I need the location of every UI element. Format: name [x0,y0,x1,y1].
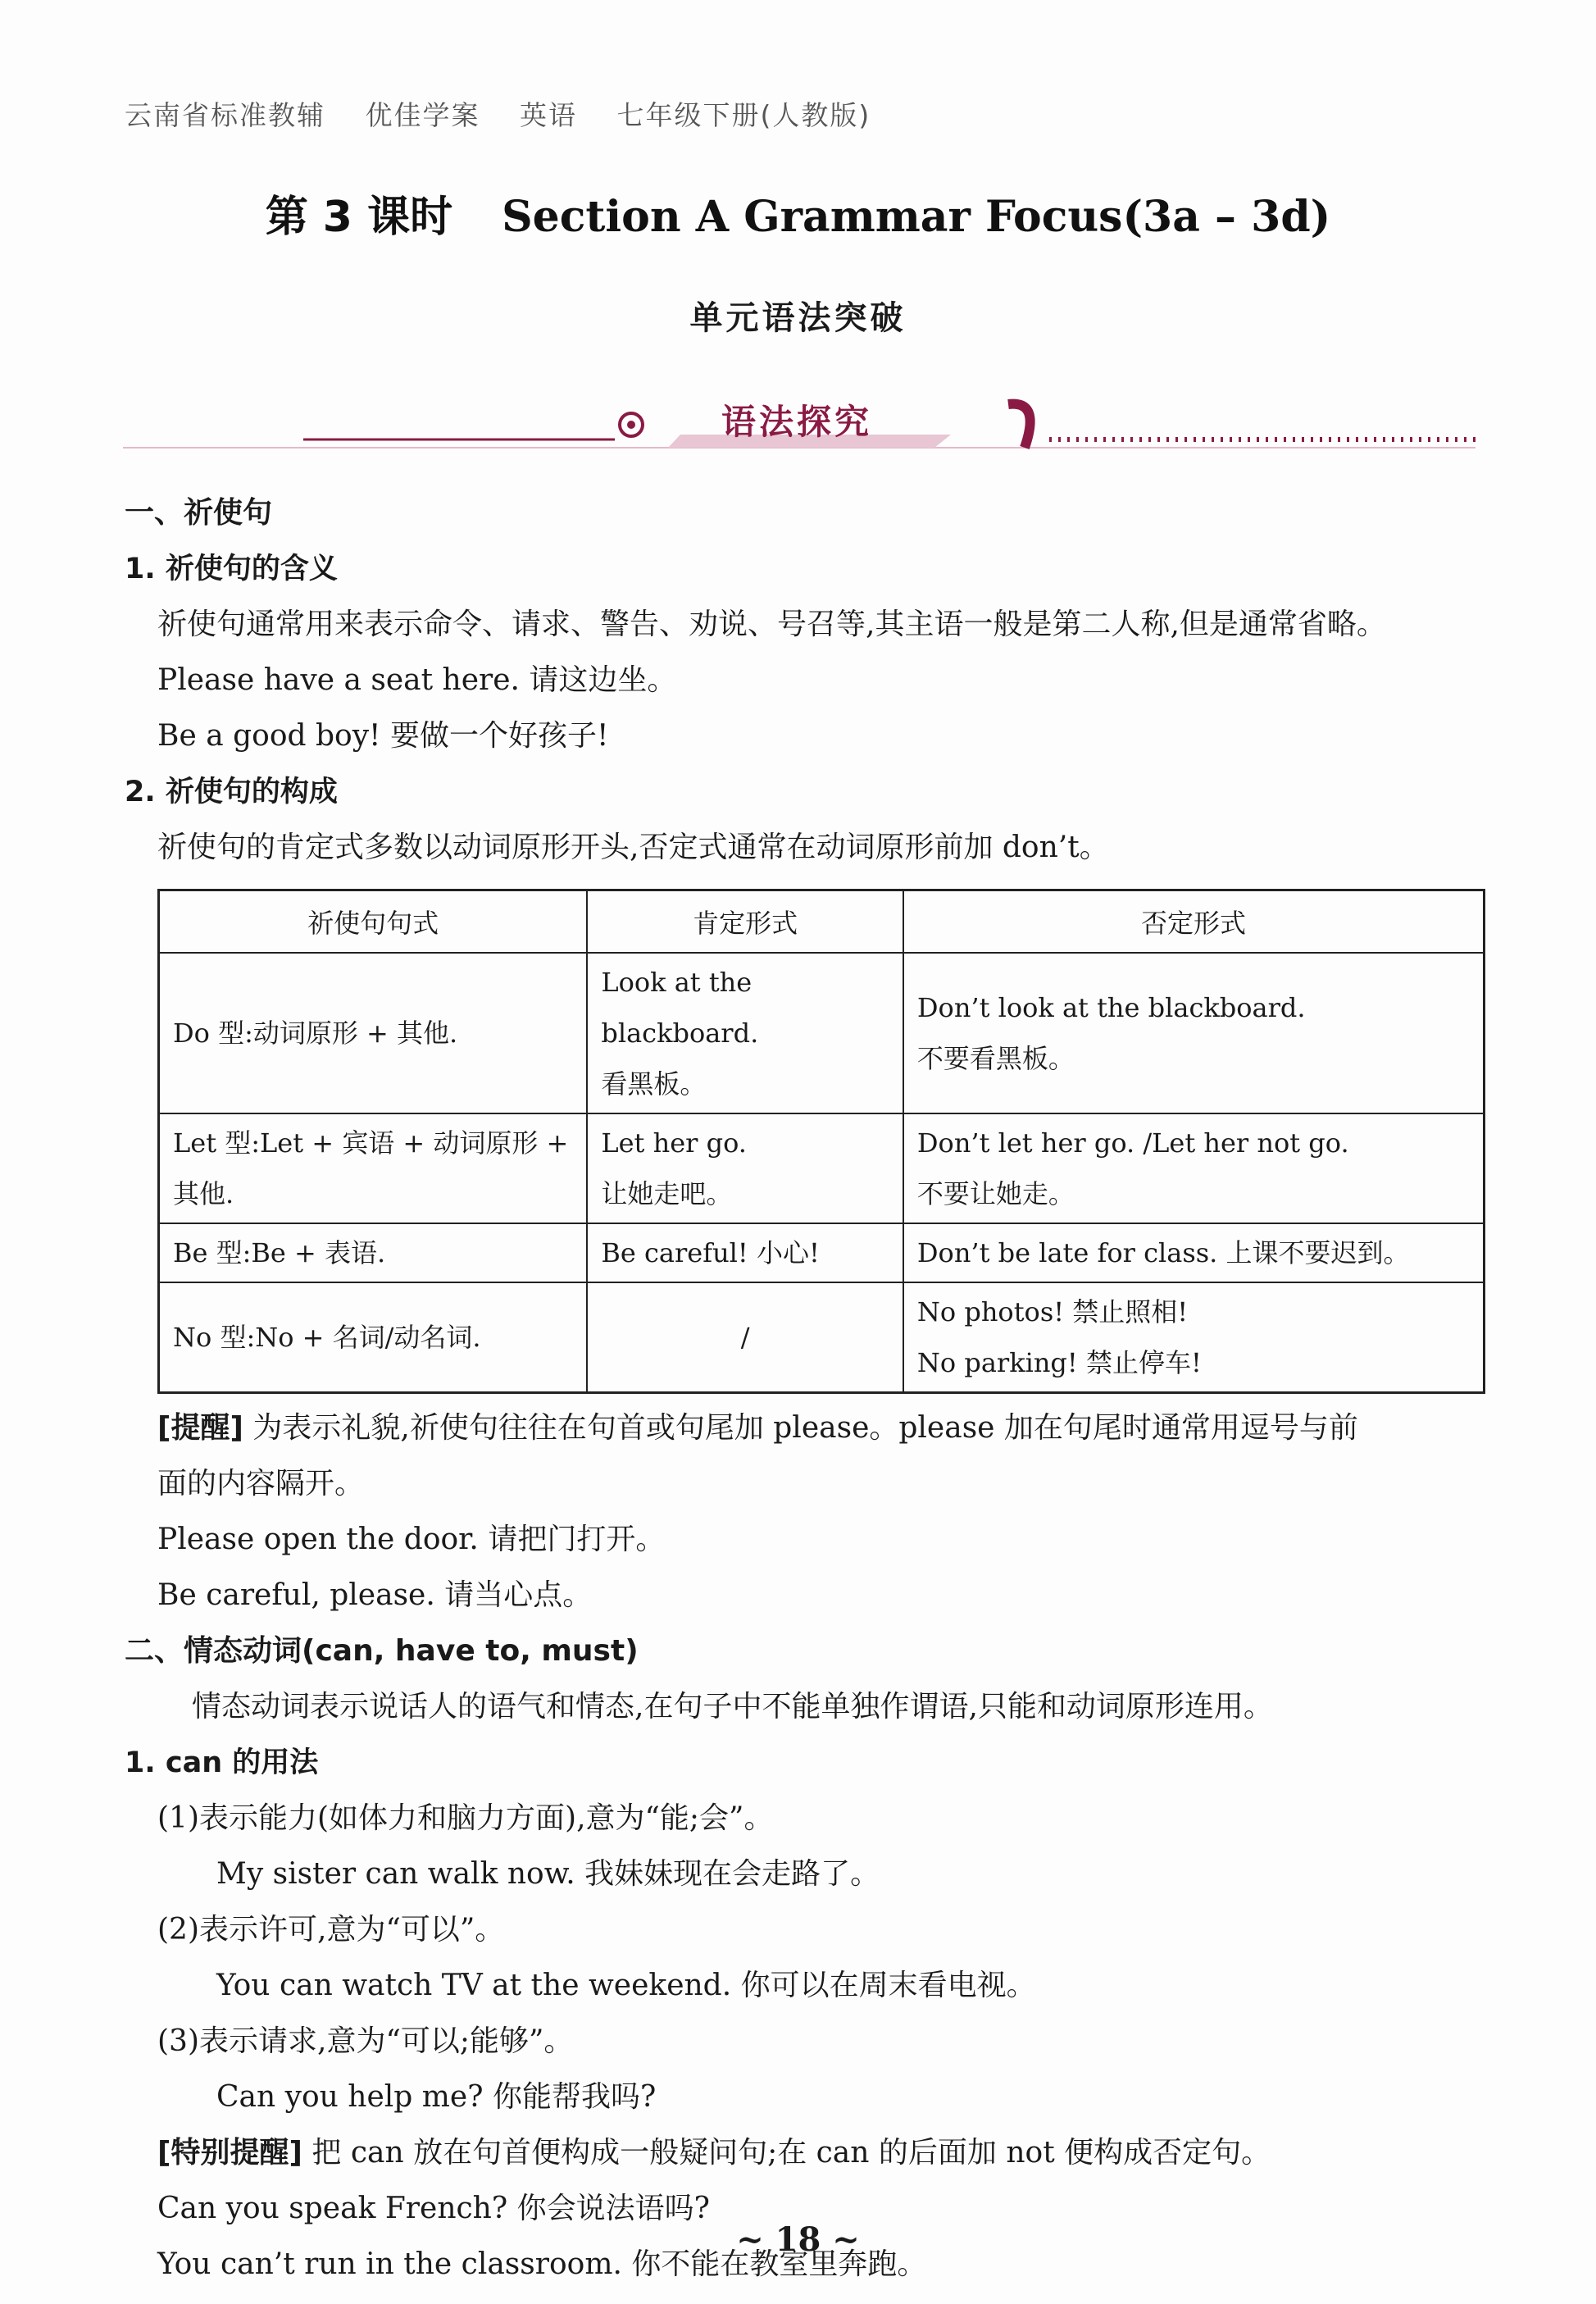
paragraph: 祈使句通常用来表示命令、请求、警告、劝说、号召等,其主语一般是第二人称,但是通常省略。 [157,608,1386,641]
cell-line: Don’t look at the blackboard. [916,992,1306,1023]
table-cell [903,953,1485,1113]
header-item: 英语 [520,99,577,131]
usage-item: (3)表示请求,意为“可以;能够”。 [157,2024,574,2058]
note-label: [特别提醒] [157,2136,302,2170]
table-row [159,1282,1485,1393]
note-block [125,2125,1485,2181]
table-cell: Do 型:动词原形 + 其他. [159,953,588,1113]
part2-sub1-heading: 1. can 的用法 [125,1746,319,1779]
page-number: ~ 18 ~ [736,2220,860,2259]
example-sentence: Please have a seat here. 请这边坐。 [157,663,677,697]
cell-line: 让她走吧。 [601,1178,733,1209]
header-item: 七年级下册(人教版) [616,99,871,131]
table-cell [903,1282,1485,1393]
part1-sub1-heading: 1. 祈使句的含义 [125,553,338,585]
lesson-number: 第 3 课时 [265,193,453,242]
table-header: 否定形式 [903,890,1485,954]
table-cell [587,953,903,1113]
table-row [159,1223,1485,1282]
imperative-table [157,889,1485,1394]
table-cell: Be 型:Be + 表语. [159,1223,588,1282]
note-text-cont: 面的内容隔开。 [157,1467,365,1500]
cell-line: No parking! 禁止停车! [916,1347,1202,1378]
table-header: 祈使句句式 [159,890,588,954]
part1-sub2-heading: 2. 祈使句的构成 [125,776,338,808]
cell-line: 不要让她走。 [916,1178,1075,1209]
usage-item: (2)表示许可,意为“可以”。 [157,1913,505,1947]
example-sentence: You can’t run in the classroom. 你不能在教室里奔跑。 [157,2247,927,2281]
paragraph: 情态动词表示说话人的语气和情态,在句子中不能单独作谓语,只能和动词原形连用。 [192,1690,1273,1723]
banner-target-dot [627,421,635,429]
note-text: 把 can 放在句首便构成一般疑问句;在 can 的后面加 not 便构成否定句。 [311,2136,1271,2170]
usage-item: (1)表示能力(如体力和脑力方面),意为“能;会”。 [157,1801,774,1835]
header-item: 云南省标准教辅 [125,99,325,131]
table-cell [903,1113,1485,1223]
table-row [159,953,1485,1113]
table-cell: No 型:No + 名词/动名词. [159,1282,588,1393]
banner-title: 语法探究 [721,402,873,442]
table-cell [587,1113,903,1223]
example-sentence: Please open the door. 请把门打开。 [157,1523,666,1556]
cell-line: 其他. [173,1178,234,1209]
note-block [125,1400,1485,1456]
paragraph: 祈使句的肯定式多数以动词原形开头,否定式通常在动词原形前加 don’t。 [157,831,1109,864]
section-title: Section A Grammar Focus(3a – 3d) [502,192,1331,242]
example-sentence: Can you help me? 你能帮我吗? [216,2080,657,2114]
header-item: 优佳学案 [365,99,480,131]
part2-heading: 二、情态动词(can, have to, must) [125,1634,639,1668]
cell-line: Don’t let her go. /Let her not go. [916,1127,1349,1159]
table-cell: / [587,1282,903,1393]
example-sentence: You can watch TV at the weekend. 你可以在周末看电视。 [216,1969,1036,2002]
cell-line: Look at the blackboard. [601,967,759,1049]
cell-line: No photos! 禁止照相! [916,1296,1189,1327]
cell-line: 看黑板。 [601,1068,707,1100]
table-cell: Be careful! 小心! [587,1223,903,1282]
cell-line: Let her go. [601,1127,747,1159]
table-row [159,1113,1485,1223]
cell-line: 不要看黑板。 [916,1043,1075,1074]
example-sentence: My sister can walk now. 我妹妹现在会走路了。 [216,1857,880,1891]
example-sentence: Be careful, please. 请当心点。 [157,1578,593,1612]
table-cell: Don’t be late for class. 上课不要迟到。 [903,1223,1485,1282]
example-sentence: Be a good boy! 要做一个好孩子! [157,719,609,753]
page-subtitle: 单元语法突破 [689,299,907,337]
banner-swoosh-icon [1008,404,1030,448]
running-header [125,94,900,133]
part1-heading: 一、祈使句 [125,496,273,530]
table-cell [159,1113,588,1223]
lesson-title [0,182,1596,244]
note-label: [提醒] [157,1411,243,1445]
example-sentence: Can you speak French? 你会说法语吗? [157,2192,710,2225]
table-header: 肯定形式 [587,890,903,954]
main-content [125,485,1485,2293]
cell-line: Let 型:Let + 宾语 + 动词原形 + [173,1127,569,1159]
table-header-row [159,890,1485,954]
note-text: 为表示礼貌,祈使句往往在句首或句尾加 please。please 加在句尾时通常用逗号与前 [252,1411,1358,1445]
